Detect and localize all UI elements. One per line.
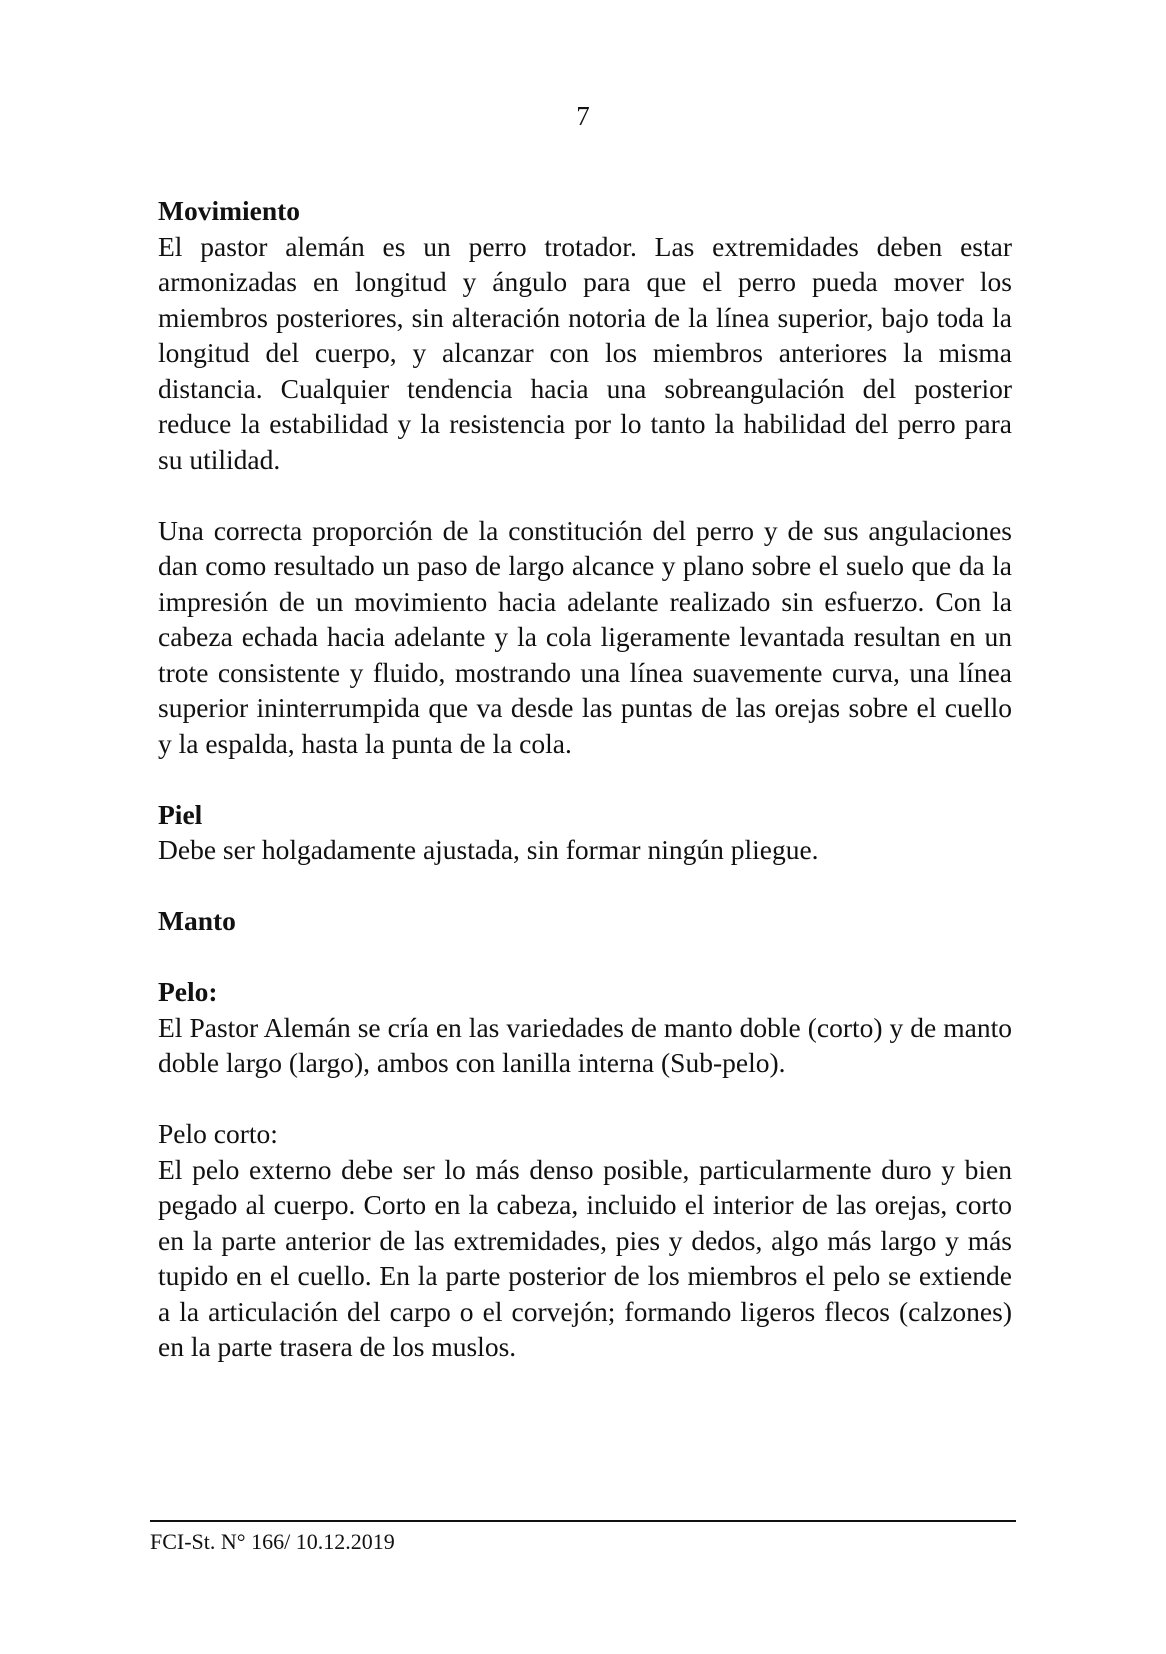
paragraph-pelo-corto: El pelo externo debe ser lo más denso posible, particularmente duro y bien pegado al cuerpo. Corto en la cabeza, incluido el interior de las orejas, corto en la parte anterior de las extremidades, pies y dedos, algo más largo y más tupido en el cuello. En la parte posterior de los miembros el pelo se extiende a la articulación del carpo o el corvejón; formando ligeros flecos (calzones) en la parte trasera de los muslos. — [158, 1153, 1012, 1362]
label-pelo-corto: Pelo corto: — [158, 1118, 278, 1149]
paragraph-pelo: El Pastor Alemán se cría en las variedades de manto doble (corto) y de manto doble largo (largo), ambos con lanilla interna (Sub-pelo). — [158, 1011, 1012, 1078]
footer-standard-reference: FCI-St. N° 166/ 10.12.2019 — [150, 1529, 395, 1554]
heading-movimiento: Movimiento — [158, 195, 301, 226]
page-number: 7 — [576, 101, 590, 131]
paragraph-movimiento-2: Una correcta proporción de la constitución del perro y de sus angulaciones dan como resultado un paso de largo alcance y plano sobre el suelo que da la impresión de un movimiento hacia adelante realizado sin esfuerzo. Con la cabeza echada hacia adelante y la cola ligeramente levantada resultan en un trote consistente y fluido, mostrando una línea suavemente curva, una línea superior ininterrumpida que va desde las puntas de las orejas sobre el cuello y la espalda, hasta la punta de la cola. — [158, 514, 1012, 759]
footer-divider — [150, 1520, 1016, 1522]
heading-piel: Piel — [158, 798, 203, 830]
paragraph-piel: Debe ser holgadamente ajustada, sin formar ningún pliegue. — [158, 834, 819, 865]
document-body — [158, 193, 1012, 1365]
heading-manto: Manto — [158, 905, 236, 936]
heading-pelo: Pelo: — [158, 976, 218, 1007]
paragraph-movimiento-1: El pastor alemán es un perro trotador. Las extremidades deben estar armonizadas en longitud y ángulo para que el perro pueda mover los miembros posteriores, sin alteración notoria de la línea superior, bajo toda la longitud del cuerpo, y alcanzar con los miembros anteriores la misma distancia. Cualquier tendencia hacia una sobreangulación del posterior reduce la estabilidad y la resistencia por lo tanto la habilidad del perro para su utilidad. — [158, 230, 1012, 475]
